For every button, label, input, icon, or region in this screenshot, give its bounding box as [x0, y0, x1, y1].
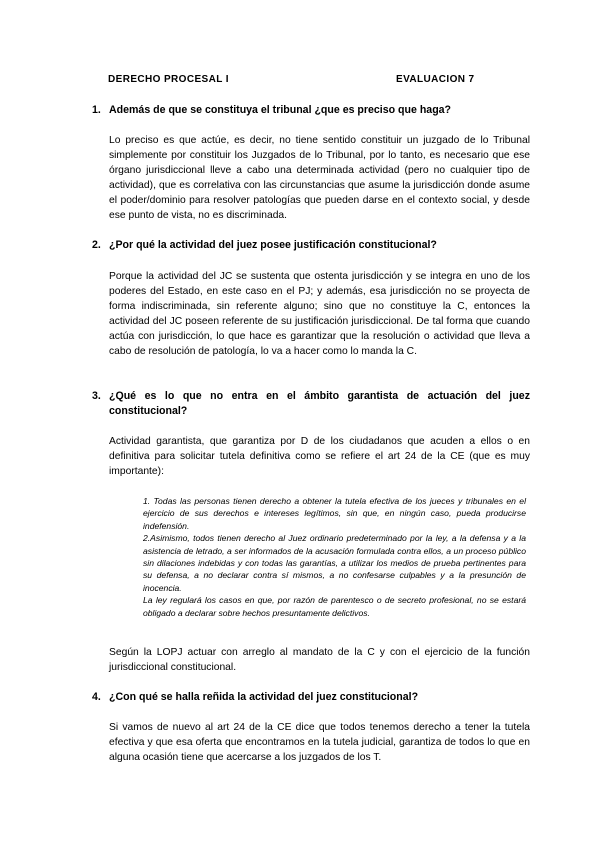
evaluation-title: EVALUACION 7	[396, 74, 475, 85]
answer-4: Si vamos de nuevo al art 24 de la CE dice que todos tenemos derecho a tener la tutela efectiva y que esa oferta que encontramos en la tutela judicial, garantiza de todos lo que en alguna ocasión tiene que acercarse a los juzgados de los T.	[109, 722, 530, 763]
question-text: ¿Con qué se halla reñida la actividad del juez constitucional?	[109, 691, 419, 703]
constitution-quote	[143, 495, 526, 619]
question-text: ¿Qué es lo que no entra en el ámbito garantista de actuación del juez constitucional?	[109, 390, 530, 417]
subject-title: DERECHO PROCESAL I	[108, 74, 229, 85]
quote-paragraph-1: 1. Todas las personas tienen derecho a obtener la tutela efectiva de los jueces y tribunales en el ejercicio de sus derechos e intereses legítimos, sin que, en ningún caso, pueda producirse indefensión.	[143, 496, 526, 531]
question-number: 4.	[92, 691, 101, 703]
question-number: 3.	[92, 390, 101, 402]
quote-paragraph-2: 2.Asimismo, todos tienen derecho al Juez ordinario predeterminado por la ley, a la defensa y a la asistencia de letrado, a ser informados de la acusación formulada contra ellos, a un proceso público sin dilaciones indebidas y con todas las garantías, a utilizar los medios de prueba pertinentes para su defensa, a no declarar contra sí mismos, a no confesarse culpables y a la presunción de inocencia.	[143, 533, 526, 593]
question-1	[92, 103, 530, 118]
quote-paragraph-3: La ley regulará los casos en que, por razón de parentesco o de secreto profesional, no se estará obligado a declarar sobre hechos presuntamente delictivos.	[143, 595, 526, 618]
question-text: Además de que se constituya el tribunal ¿que es preciso que haga?	[109, 104, 452, 116]
question-3	[92, 389, 530, 419]
question-4	[92, 690, 530, 705]
question-number: 2.	[92, 239, 101, 251]
question-text: ¿Por qué la actividad del juez posee justificación constitucional?	[109, 239, 437, 251]
answer-3-continued: Según la LOPJ actuar con arreglo al mandato de la C y con el ejercicio de la función jurisdiccional constitucional.	[109, 647, 530, 673]
question-2	[92, 238, 530, 253]
question-number: 1.	[92, 104, 101, 116]
answer-3: Actividad garantista, que garantiza por D de los ciudadanos que acuden a ellos o en definitiva para solicitar tutela definitiva como se refiere el art 24 de la CE (que es muy importante):	[109, 436, 530, 477]
answer-1: Lo preciso es que actúe, es decir, no tiene sentido constituir un juzgado de lo Tribunal simplemente por constituir los Juzgados de lo Tribunal, por lo tanto, es necesario que ese órgano jurisdiccional lleve a cabo una determinada actividad (pero no cualquier tipo de actividad), que es correlativa con las circunstancias que asume la jurisdicción donde asume el poder/dominio para resolver patologías que pueden darse en el contexto social, y desde ese punto de vista, no es discriminada.	[109, 135, 530, 221]
answer-2: Porque la actividad del JC se sustenta que ostenta jurisdicción y se integra en uno de los poderes del Estado, en este caso en el PJ; y además, esa jurisdicción no se proyecta de forma indiscriminada, sin referente alguno; sino que no constituye la C, entonces la actividad del JC poseen referente de su justificación jurisdiccional. De tal forma que cuando actúa con jurisdicción, lo que hace es garantizar que la resolución o actividad que lleva a cabo de resolución de patología, lo va a hacer como lo manda la C.	[109, 271, 530, 357]
